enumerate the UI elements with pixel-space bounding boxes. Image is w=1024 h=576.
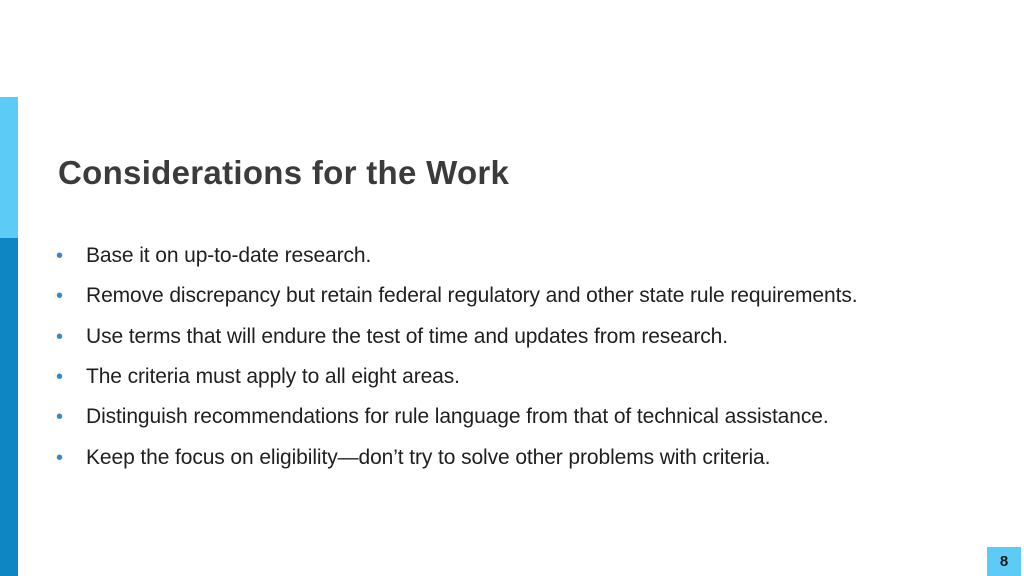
bullet-text: Use terms that will endure the test of time and updates from research. — [86, 324, 728, 348]
bullet-icon: • — [56, 446, 64, 469]
accent-bar-light — [0, 97, 18, 238]
list-item — [54, 357, 857, 397]
accent-bar-dark — [0, 238, 18, 576]
bullet-icon: • — [56, 406, 64, 429]
bullet-icon: • — [56, 285, 64, 308]
bullet-list — [54, 236, 857, 478]
bullet-text: Distinguish recommendations for rule language from that of technical assistance. — [86, 405, 829, 429]
bullet-text: Base it on up-to-date research. — [86, 244, 372, 268]
bullet-icon: • — [56, 325, 64, 348]
bullet-text: The criteria must apply to all eight areas. — [86, 365, 460, 389]
bullet-icon: • — [56, 245, 64, 268]
bullet-icon: • — [56, 366, 64, 389]
page-number: 8 — [999, 553, 1009, 570]
page-number-badge — [987, 547, 1021, 576]
list-item — [54, 397, 857, 437]
list-item — [54, 317, 857, 357]
list-item — [54, 276, 857, 316]
bullet-text: Keep the focus on eligibility—don’t try to solve other problems with criteria. — [86, 445, 771, 469]
list-item — [54, 236, 857, 276]
list-item — [54, 437, 857, 477]
bullet-text: Remove discrepancy but retain federal regulatory and other state rule requirements. — [86, 284, 858, 308]
slide-title: Considerations for the Work — [58, 154, 510, 191]
